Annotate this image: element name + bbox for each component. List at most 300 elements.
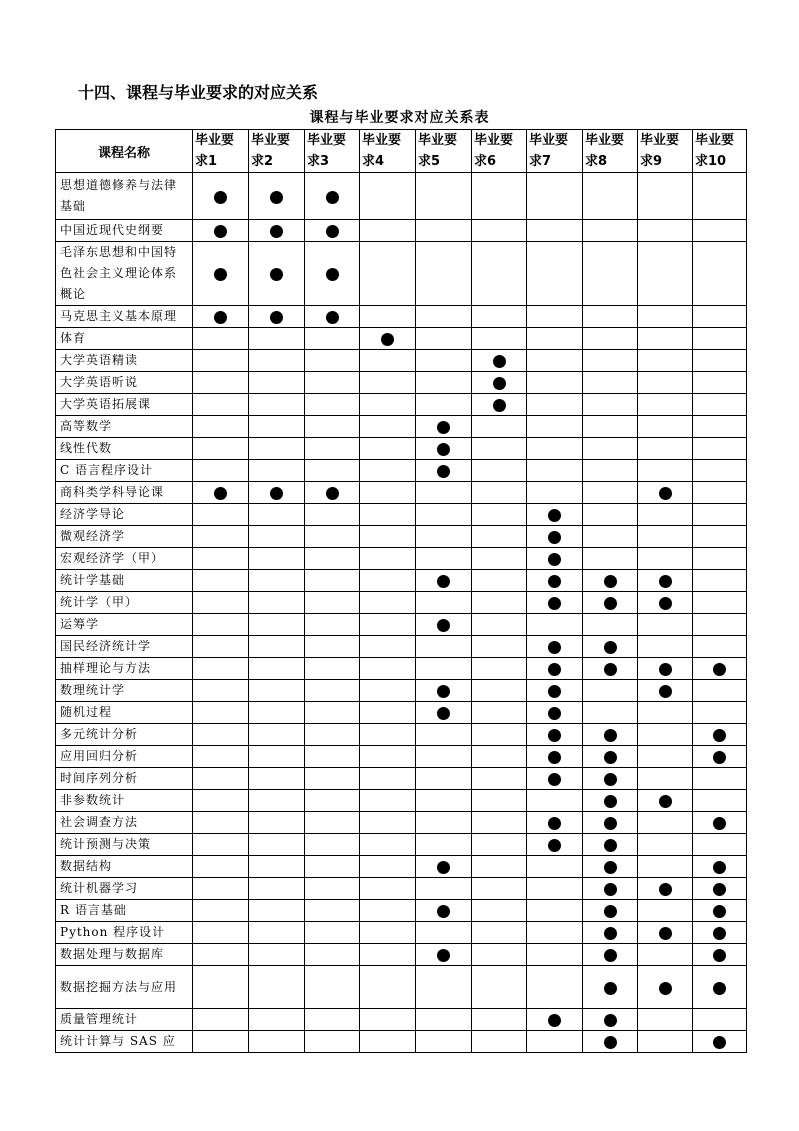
requirement-cell — [249, 812, 305, 834]
requirement-cell — [472, 900, 527, 922]
table-row — [56, 944, 747, 966]
requirement-cell — [249, 1031, 305, 1053]
requirement-header: 毕业要求1 — [193, 130, 249, 173]
requirement-cell — [638, 746, 693, 768]
filled-circle-icon — [659, 795, 672, 808]
requirement-cell — [693, 350, 747, 372]
table-row — [56, 504, 747, 526]
requirement-cell — [472, 173, 527, 220]
course-name-cell: 数据处理与数据库 — [56, 944, 193, 966]
requirement-cell — [638, 900, 693, 922]
requirement-cell — [472, 658, 527, 680]
requirement-cell — [360, 834, 416, 856]
filled-circle-icon — [604, 795, 617, 808]
filled-circle-icon — [437, 707, 450, 720]
requirement-cell — [693, 702, 747, 724]
requirement-cell — [193, 592, 249, 614]
table-row — [56, 812, 747, 834]
requirement-cell — [693, 328, 747, 350]
filled-circle-icon — [214, 268, 227, 281]
requirement-cell — [360, 900, 416, 922]
requirement-cell — [416, 1031, 472, 1053]
filled-circle-icon — [659, 982, 672, 995]
requirement-cell — [693, 812, 747, 834]
requirement-cell — [693, 724, 747, 746]
table-row — [56, 768, 747, 790]
requirement-cell — [638, 944, 693, 966]
requirement-cell — [583, 900, 638, 922]
table-row — [56, 878, 747, 900]
filled-circle-icon — [659, 927, 672, 940]
requirement-cell — [249, 724, 305, 746]
requirement-cell — [583, 812, 638, 834]
course-name-cell: 思想道德修养与法律基础 — [56, 173, 193, 220]
requirement-cell — [472, 834, 527, 856]
requirement-cell — [193, 526, 249, 548]
requirement-cell — [527, 746, 583, 768]
requirement-cell — [638, 856, 693, 878]
requirement-cell — [693, 900, 747, 922]
requirement-cell — [193, 306, 249, 328]
filled-circle-icon — [713, 1036, 726, 1049]
requirement-cell — [693, 636, 747, 658]
course-name-cell: 中国近现代史纲要 — [56, 220, 193, 242]
requirement-cell — [693, 856, 747, 878]
requirement-cell — [693, 526, 747, 548]
requirement-cell — [249, 658, 305, 680]
requirement-cell — [305, 680, 360, 702]
requirement-cell — [360, 438, 416, 460]
table-row — [56, 966, 747, 1009]
requirement-cell — [416, 242, 472, 306]
requirement-header: 毕业要求10 — [693, 130, 747, 173]
table-row — [56, 438, 747, 460]
filled-circle-icon — [713, 905, 726, 918]
requirement-cell — [583, 372, 638, 394]
filled-circle-icon — [326, 268, 339, 281]
requirement-cell — [527, 350, 583, 372]
filled-circle-icon — [270, 225, 283, 238]
table-row — [56, 900, 747, 922]
requirement-cell — [360, 680, 416, 702]
requirement-cell — [305, 460, 360, 482]
filled-circle-icon — [604, 883, 617, 896]
requirement-cell — [416, 220, 472, 242]
requirement-cell — [305, 658, 360, 680]
requirement-cell — [638, 680, 693, 702]
filled-circle-icon — [604, 1014, 617, 1027]
requirement-cell — [583, 350, 638, 372]
requirement-cell — [527, 680, 583, 702]
requirement-cell — [305, 372, 360, 394]
requirement-header: 毕业要求2 — [249, 130, 305, 173]
requirement-cell — [193, 372, 249, 394]
requirement-cell — [305, 922, 360, 944]
requirement-cell — [305, 350, 360, 372]
requirement-cell — [693, 790, 747, 812]
requirement-cell — [193, 790, 249, 812]
requirement-cell — [472, 548, 527, 570]
requirement-cell — [638, 306, 693, 328]
requirement-cell — [193, 878, 249, 900]
filled-circle-icon — [270, 487, 283, 500]
requirement-cell — [193, 328, 249, 350]
requirement-cell — [305, 504, 360, 526]
requirement-cell — [305, 636, 360, 658]
course-name-cell: 社会调查方法 — [56, 812, 193, 834]
requirement-cell — [638, 242, 693, 306]
filled-circle-icon — [437, 619, 450, 632]
requirement-cell — [416, 372, 472, 394]
requirement-cell — [583, 173, 638, 220]
course-name-cell: 数据结构 — [56, 856, 193, 878]
filled-circle-icon — [381, 333, 394, 346]
requirement-cell — [527, 702, 583, 724]
filled-circle-icon — [604, 597, 617, 610]
requirement-cell — [416, 306, 472, 328]
filled-circle-icon — [437, 905, 450, 918]
requirement-cell — [638, 416, 693, 438]
requirement-cell — [305, 438, 360, 460]
requirement-cell — [583, 966, 638, 1009]
requirement-cell — [360, 614, 416, 636]
requirement-cell — [527, 812, 583, 834]
requirement-cell — [305, 702, 360, 724]
requirement-cell — [416, 922, 472, 944]
requirement-cell — [583, 636, 638, 658]
requirement-cell — [249, 242, 305, 306]
requirement-cell — [583, 548, 638, 570]
requirement-cell — [360, 482, 416, 504]
requirement-cell — [527, 460, 583, 482]
requirement-cell — [305, 570, 360, 592]
requirement-cell — [638, 548, 693, 570]
requirement-cell — [472, 878, 527, 900]
requirement-cell — [360, 416, 416, 438]
filled-circle-icon — [548, 531, 561, 544]
requirement-cell — [583, 482, 638, 504]
requirement-cell — [305, 724, 360, 746]
requirement-cell — [583, 768, 638, 790]
requirement-cell — [193, 900, 249, 922]
requirement-cell — [305, 878, 360, 900]
requirement-cell — [638, 966, 693, 1009]
requirement-cell — [305, 242, 360, 306]
requirement-cell — [638, 372, 693, 394]
requirement-cell — [249, 592, 305, 614]
requirement-header: 毕业要求4 — [360, 130, 416, 173]
requirement-cell — [638, 438, 693, 460]
requirement-cell — [527, 416, 583, 438]
table-row — [56, 614, 747, 636]
filled-circle-icon — [659, 575, 672, 588]
requirement-cell — [305, 944, 360, 966]
requirement-cell — [305, 856, 360, 878]
requirement-cell — [249, 220, 305, 242]
requirement-cell — [693, 834, 747, 856]
requirement-cell — [416, 878, 472, 900]
requirement-cell — [416, 416, 472, 438]
requirement-cell — [693, 1009, 747, 1031]
requirement-cell — [693, 482, 747, 504]
requirement-cell — [249, 173, 305, 220]
requirement-cell — [693, 372, 747, 394]
requirement-cell — [472, 482, 527, 504]
filled-circle-icon — [437, 861, 450, 874]
filled-circle-icon — [493, 399, 506, 412]
requirement-cell — [472, 460, 527, 482]
filled-circle-icon — [604, 817, 617, 830]
requirement-cell — [472, 922, 527, 944]
requirement-cell — [249, 1009, 305, 1031]
requirement-cell — [472, 242, 527, 306]
requirement-cell — [693, 944, 747, 966]
requirement-cell — [527, 592, 583, 614]
requirement-cell — [360, 922, 416, 944]
requirement-cell — [360, 966, 416, 1009]
course-name-cell: 商科类学科导论课 — [56, 482, 193, 504]
table-row — [56, 570, 747, 592]
requirement-cell — [416, 592, 472, 614]
requirement-cell — [416, 614, 472, 636]
requirement-cell — [416, 724, 472, 746]
requirement-cell — [693, 394, 747, 416]
requirement-cell — [305, 614, 360, 636]
requirement-cell — [305, 790, 360, 812]
requirement-cell — [416, 350, 472, 372]
course-name-cell: 体育 — [56, 328, 193, 350]
requirement-cell — [416, 702, 472, 724]
requirement-cell — [193, 702, 249, 724]
filled-circle-icon — [604, 949, 617, 962]
requirement-cell — [583, 856, 638, 878]
filled-circle-icon — [214, 311, 227, 324]
requirement-cell — [527, 570, 583, 592]
requirement-cell — [249, 306, 305, 328]
requirement-cell — [249, 966, 305, 1009]
requirement-cell — [583, 922, 638, 944]
requirement-cell — [305, 220, 360, 242]
requirement-cell — [472, 768, 527, 790]
requirement-header: 毕业要求3 — [305, 130, 360, 173]
requirement-cell — [693, 878, 747, 900]
requirement-cell — [360, 878, 416, 900]
table-row — [56, 636, 747, 658]
requirement-cell — [472, 570, 527, 592]
filled-circle-icon — [713, 949, 726, 962]
requirement-cell — [249, 350, 305, 372]
requirement-cell — [416, 438, 472, 460]
requirement-cell — [472, 504, 527, 526]
table-row — [56, 658, 747, 680]
requirement-cell — [416, 173, 472, 220]
filled-circle-icon — [270, 311, 283, 324]
requirement-cell — [583, 1031, 638, 1053]
requirement-header: 毕业要求9 — [638, 130, 693, 173]
requirement-cell — [693, 570, 747, 592]
requirement-cell — [193, 614, 249, 636]
course-name-cell: 多元统计分析 — [56, 724, 193, 746]
table-row — [56, 306, 747, 328]
requirement-cell — [527, 966, 583, 1009]
requirement-cell — [193, 856, 249, 878]
filled-circle-icon — [548, 707, 561, 720]
requirement-cell — [693, 548, 747, 570]
requirement-cell — [249, 482, 305, 504]
course-name-cell: 大学英语精读 — [56, 350, 193, 372]
requirement-header: 毕业要求5 — [416, 130, 472, 173]
filled-circle-icon — [548, 773, 561, 786]
requirement-cell — [416, 570, 472, 592]
table-body — [56, 173, 747, 1053]
requirement-cell — [193, 220, 249, 242]
requirement-cell — [472, 702, 527, 724]
table-row — [56, 548, 747, 570]
requirement-cell — [305, 900, 360, 922]
requirement-cell — [193, 438, 249, 460]
filled-circle-icon — [548, 751, 561, 764]
requirement-cell — [583, 658, 638, 680]
requirement-cell — [527, 834, 583, 856]
requirement-cell — [416, 790, 472, 812]
table-row — [56, 350, 747, 372]
requirement-cell — [193, 1009, 249, 1031]
requirement-cell — [527, 878, 583, 900]
requirement-cell — [527, 306, 583, 328]
filled-circle-icon — [437, 949, 450, 962]
requirement-cell — [249, 768, 305, 790]
requirement-cell — [472, 328, 527, 350]
filled-circle-icon — [604, 982, 617, 995]
requirement-cell — [305, 768, 360, 790]
requirement-header: 毕业要求8 — [583, 130, 638, 173]
filled-circle-icon — [604, 575, 617, 588]
requirement-cell — [249, 878, 305, 900]
requirement-cell — [360, 220, 416, 242]
filled-circle-icon — [437, 685, 450, 698]
requirement-cell — [638, 220, 693, 242]
table-row — [56, 790, 747, 812]
requirement-cell — [416, 328, 472, 350]
requirement-cell — [693, 242, 747, 306]
requirement-cell — [527, 328, 583, 350]
requirement-cell — [638, 834, 693, 856]
course-name-cell: 宏观经济学（甲） — [56, 548, 193, 570]
requirement-cell — [638, 482, 693, 504]
requirement-cell — [305, 812, 360, 834]
requirement-cell — [527, 944, 583, 966]
requirement-cell — [583, 328, 638, 350]
requirement-cell — [305, 306, 360, 328]
filled-circle-icon — [493, 377, 506, 390]
requirement-cell — [638, 460, 693, 482]
requirement-cell — [249, 702, 305, 724]
course-name-cell: Python 程序设计 — [56, 922, 193, 944]
requirement-cell — [360, 658, 416, 680]
requirement-cell — [527, 526, 583, 548]
filled-circle-icon — [326, 487, 339, 500]
requirement-cell — [249, 834, 305, 856]
requirement-cell — [360, 790, 416, 812]
requirement-cell — [583, 790, 638, 812]
requirement-cell — [305, 173, 360, 220]
requirement-cell — [416, 900, 472, 922]
requirement-cell — [416, 746, 472, 768]
requirement-cell — [638, 724, 693, 746]
requirement-cell — [360, 526, 416, 548]
requirement-cell — [249, 856, 305, 878]
requirement-cell — [360, 350, 416, 372]
requirement-cell — [472, 680, 527, 702]
requirement-cell — [305, 526, 360, 548]
table-row — [56, 592, 747, 614]
course-requirement-table — [55, 129, 747, 1053]
requirement-cell — [193, 1031, 249, 1053]
requirement-cell — [249, 746, 305, 768]
filled-circle-icon — [604, 729, 617, 742]
requirement-cell — [249, 394, 305, 416]
requirement-cell — [527, 1031, 583, 1053]
requirement-cell — [472, 966, 527, 1009]
filled-circle-icon — [548, 553, 561, 566]
requirement-cell — [249, 438, 305, 460]
filled-circle-icon — [437, 575, 450, 588]
requirement-cell — [193, 658, 249, 680]
requirement-cell — [472, 636, 527, 658]
requirement-cell — [305, 328, 360, 350]
requirement-cell — [193, 724, 249, 746]
requirement-cell — [472, 812, 527, 834]
requirement-cell — [583, 460, 638, 482]
requirement-cell — [638, 878, 693, 900]
table-row — [56, 922, 747, 944]
course-name-cell: 大学英语听说 — [56, 372, 193, 394]
filled-circle-icon — [713, 982, 726, 995]
requirement-cell — [249, 504, 305, 526]
table-row — [56, 724, 747, 746]
requirement-cell — [527, 242, 583, 306]
requirement-cell — [527, 922, 583, 944]
requirement-cell — [193, 242, 249, 306]
filled-circle-icon — [437, 421, 450, 434]
requirement-cell — [638, 702, 693, 724]
requirement-cell — [638, 1009, 693, 1031]
requirement-cell — [249, 900, 305, 922]
table-header-row — [56, 130, 747, 173]
filled-circle-icon — [437, 443, 450, 456]
requirement-cell — [416, 812, 472, 834]
filled-circle-icon — [326, 311, 339, 324]
requirement-cell — [193, 548, 249, 570]
requirement-cell — [249, 614, 305, 636]
requirement-cell — [527, 1009, 583, 1031]
course-name-cell: 统计机器学习 — [56, 878, 193, 900]
filled-circle-icon — [214, 191, 227, 204]
requirement-cell — [249, 922, 305, 944]
requirement-cell — [360, 242, 416, 306]
requirement-cell — [583, 220, 638, 242]
requirement-cell — [638, 768, 693, 790]
table-row — [56, 1009, 747, 1031]
requirement-cell — [305, 1009, 360, 1031]
requirement-header: 毕业要求7 — [527, 130, 583, 173]
course-name-cell: 数据挖掘方法与应用 — [56, 966, 193, 1009]
requirement-cell — [472, 746, 527, 768]
requirement-cell — [360, 306, 416, 328]
course-name-header: 课程名称 — [56, 130, 193, 173]
course-name-cell: 经济学导论 — [56, 504, 193, 526]
requirement-cell — [249, 790, 305, 812]
